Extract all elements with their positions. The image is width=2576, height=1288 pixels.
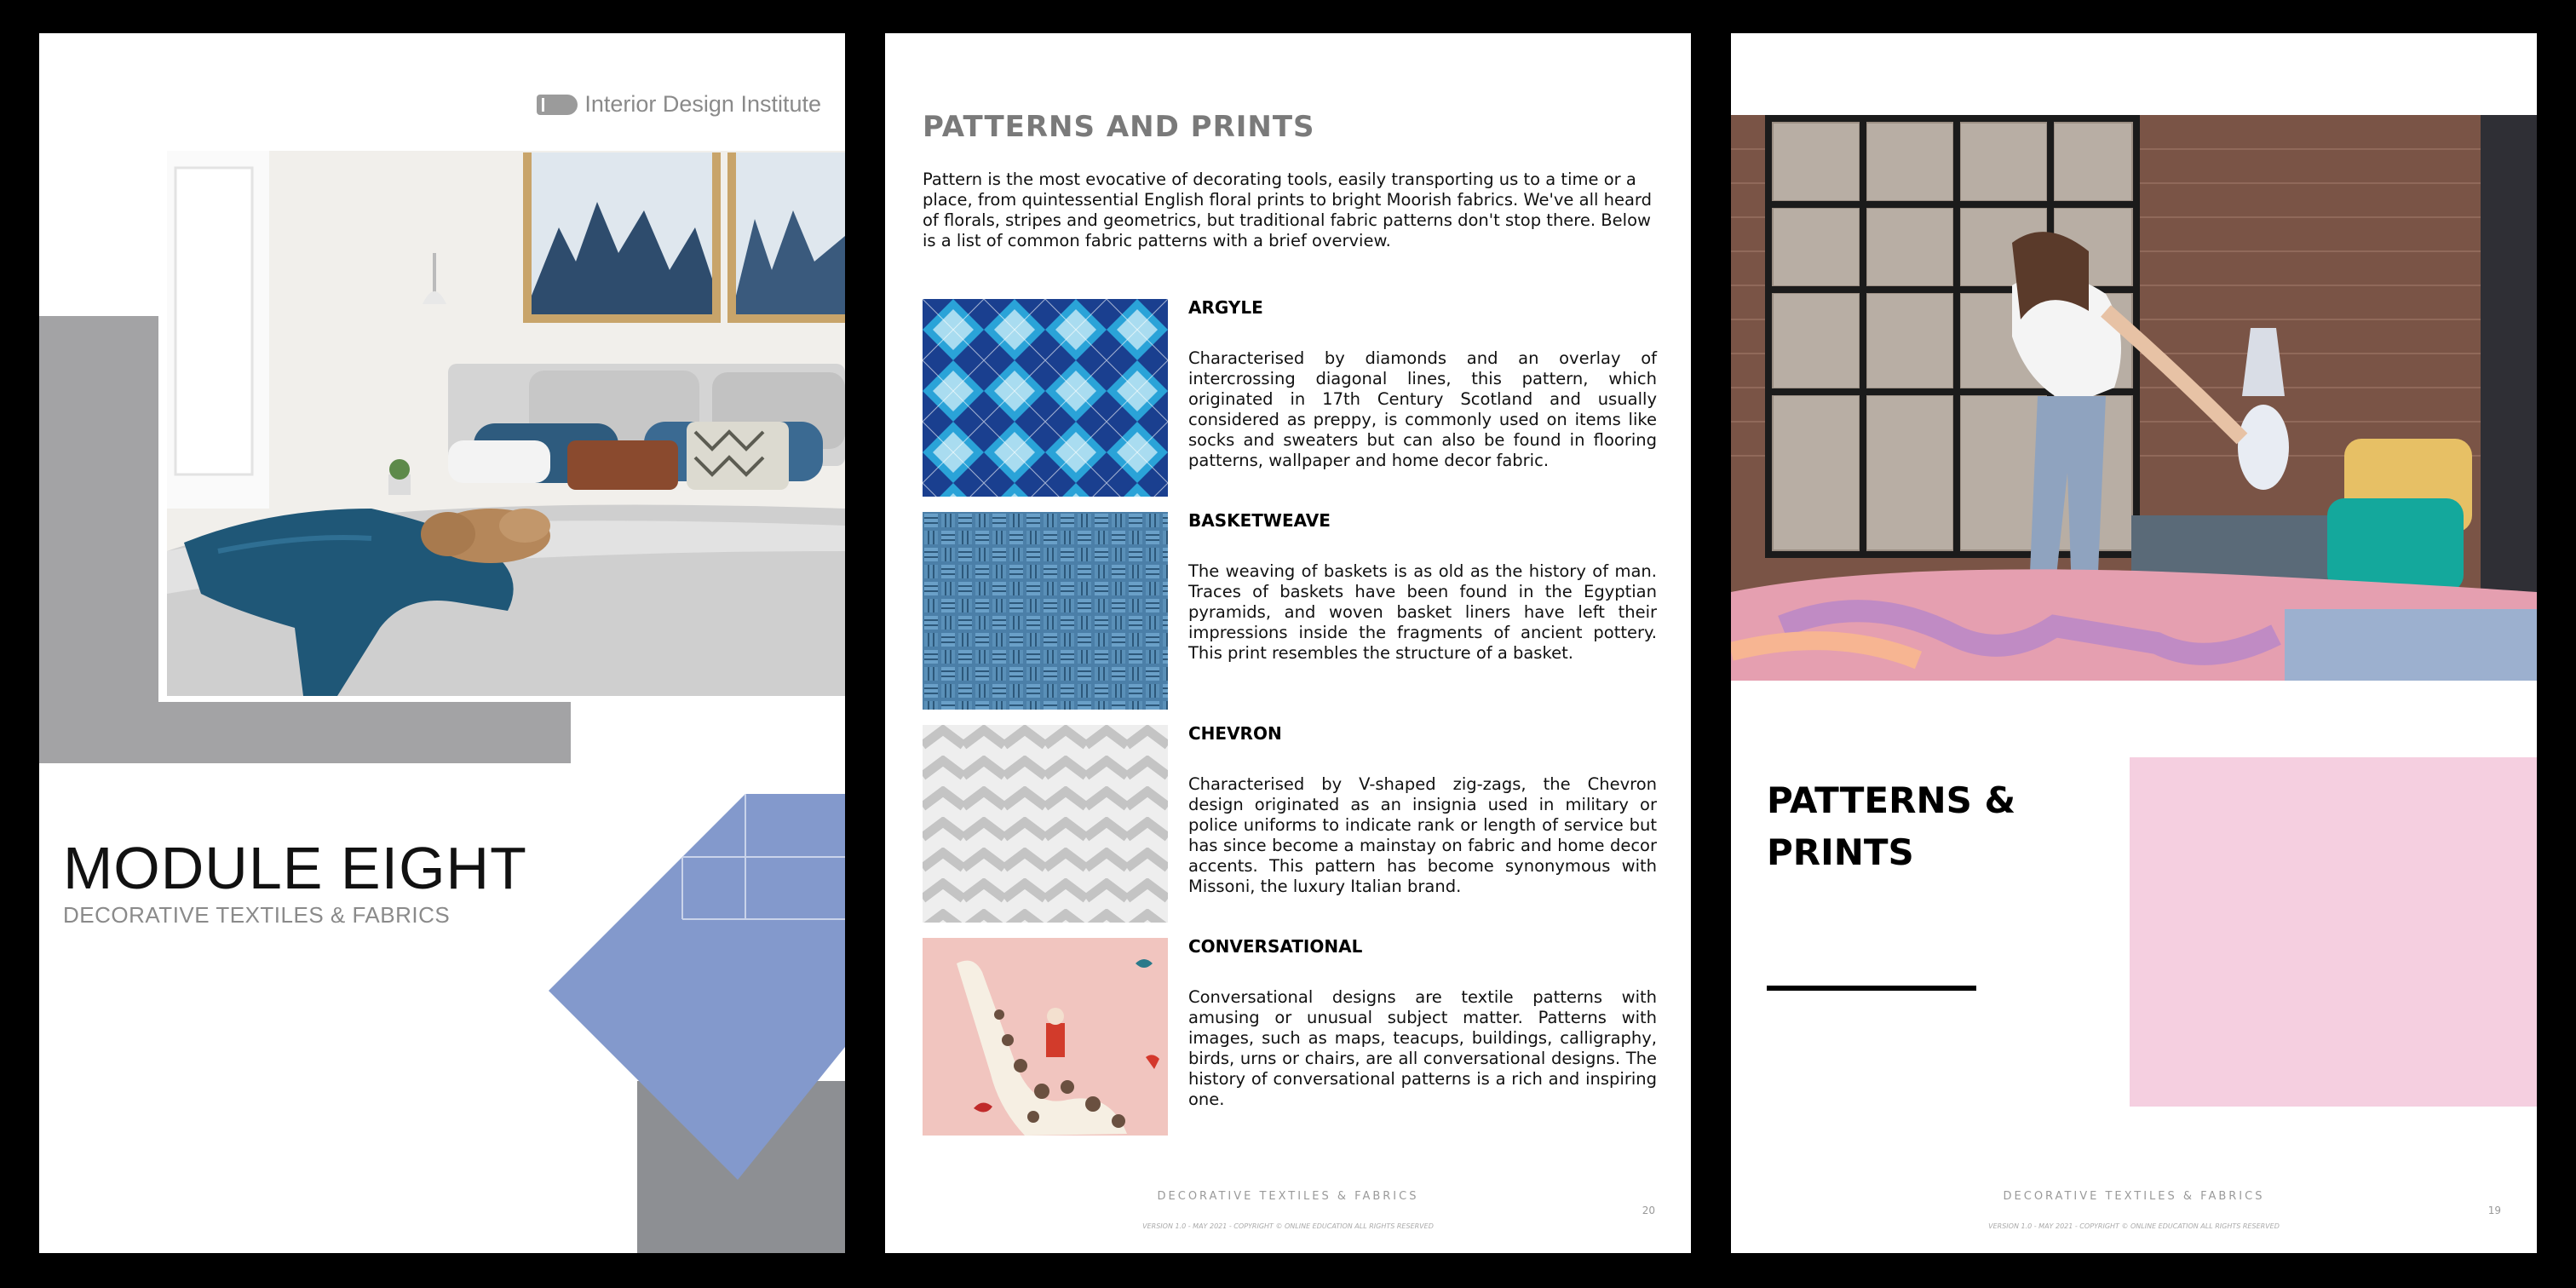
patterns-page [885,33,1691,1253]
institute-logo [537,91,821,118]
footer-copyright: VERSION 1.0 - MAY 2021 - COPYRIGHT © ONLINE EDUCATION ALL RIGHTS RESERVED [1142,1222,1434,1230]
intro-paragraph: Pattern is the most evocative of decorating tools, easily transporting us to a time or a place, from quintessential English floral prints to bright Moorish fabrics. We've all heard of florals, stripes and geometrics, but traditional fabric patterns don't stop there. Below is a list of common fabric patterns with a brief overview. [923,170,1652,250]
section-title-line2: PRINTS [1767,831,1914,873]
grey-accent-bar-horizontal [39,702,571,763]
page-number: 19 [2487,1205,2501,1216]
footer-copyright: VERSION 1.0 - MAY 2021 - COPYRIGHT © ONLINE EDUCATION ALL RIGHTS RESERVED [1988,1222,2280,1230]
entry-body-chevron: Characterised by V-shaped zig-zags, the Chevron design originated as an insignia used in military or police uniforms to indicate rank or length of service but has since become a mainstay on fabric and home decor accents. This pattern has become synonymous with Missoni, the luxury Italian brand. [1188,774,1657,896]
module-subtitle: DECORATIVE TEXTILES & FABRICS [63,902,451,928]
section-title [1767,774,2015,878]
cover-page [39,33,845,1253]
basketweave-swatch [923,512,1168,710]
chevron-swatch [923,725,1168,923]
woman-making-bed-photo [1731,115,2537,681]
page-number: 20 [1642,1205,1655,1216]
entry-body-argyle: Characterised by diamonds and an overlay of intercrossing diagonal lines, this pattern, which originated in 17th Century Scotland and usually considered as preppy, is commonly used on items like socks and sweaters but can also be found in flooring patterns, wallpaper and home decor fabric. [1188,348,1657,470]
entry-body-basketweave: The weaving of baskets is as old as the history of man. Traces of baskets have been found in the Egyptian pyramids, and woven basket liners have left their impressions inside the fragments of ancient pottery. This print resembles the structure of a basket. [1188,561,1657,663]
entry-heading-chevron: CHEVRON [1188,723,1282,744]
logo-text: Interior Design Institute [584,91,821,117]
entry-heading-conversational: CONVERSATIONAL [1188,936,1363,957]
argyle-swatch [923,299,1168,497]
footer-title: DECORATIVE TEXTILES & FABRICS [1157,1190,1419,1203]
entry-heading-argyle: ARGYLE [1188,297,1263,318]
title-underline [1767,986,1976,991]
conversational-swatch [923,938,1168,1136]
section-title-line1: PATTERNS & [1767,779,2016,821]
entry-body-conversational: Conversational designs are textile patterns with amusing or unusual subject matter. Patterns with images, such as maps, teacups, buildings, calligraphy, birds, urns or chairs, are all conversational designs. The history of conversational patterns is a rich and inspiring one. [1188,987,1657,1109]
pink-accent-block [2130,757,2537,1107]
bedroom-photo [167,151,845,696]
section-opener-page [1731,33,2537,1253]
page-title: PATTERNS AND PRINTS [923,110,1315,144]
logo-icon [537,95,578,115]
entry-heading-basketweave: BASKETWEAVE [1188,510,1331,531]
footer-title: DECORATIVE TEXTILES & FABRICS [2003,1190,2265,1203]
module-title: MODULE EIGHT [63,835,527,901]
grey-accent-bar [39,316,158,763]
